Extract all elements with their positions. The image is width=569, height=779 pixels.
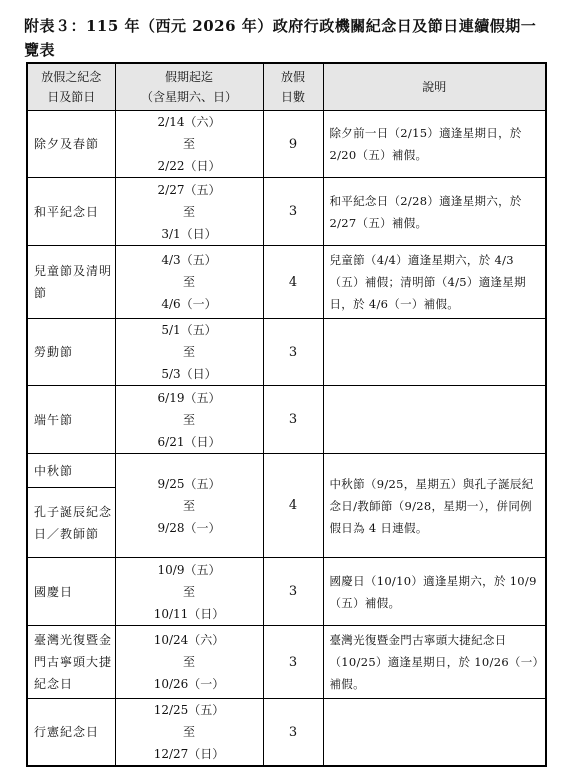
- period-connector: 至: [182, 655, 195, 669]
- holiday-name-secondary: 孔子誕辰紀念日／教師節: [27, 488, 115, 558]
- holiday-period: 9/25（五） 至 9/28（一）: [115, 454, 263, 558]
- period-connector: 至: [182, 137, 195, 151]
- period-connector: 至: [182, 345, 195, 359]
- header-note: 說明: [323, 63, 546, 111]
- table-row: [27, 178, 546, 246]
- holiday-note: 中秋節（9/25，星期五）與孔子誕辰紀念日/教師節（9/28，星期一），併同例假日為 4 日連假。: [323, 454, 546, 558]
- table-row: [27, 626, 546, 699]
- holiday-days: 3: [263, 699, 323, 767]
- header-name: 放假之紀念 日及節日: [27, 63, 115, 111]
- table-row: [27, 319, 546, 386]
- holiday-days: 3: [263, 558, 323, 626]
- holiday-note: [323, 386, 546, 454]
- period-connector: 至: [182, 412, 195, 427]
- holiday-days: 4: [263, 454, 323, 558]
- period-connector: 至: [182, 725, 195, 739]
- holiday-period: 2/27（五） 至 3/1（日）: [115, 178, 263, 246]
- table-header-row: [27, 63, 546, 111]
- holiday-days: 3: [263, 178, 323, 246]
- holiday-period: 5/1（五） 至 5/3（日）: [115, 319, 263, 386]
- holiday-days: 4: [263, 246, 323, 319]
- period-connector: 至: [182, 498, 195, 513]
- table-row: [27, 699, 546, 767]
- holiday-days: 3: [263, 626, 323, 699]
- table-row: [27, 111, 546, 178]
- holiday-name: 和平紀念日: [27, 178, 115, 246]
- holiday-name: 除夕及春節: [27, 111, 115, 178]
- holiday-table: [26, 62, 547, 767]
- table-row: [27, 386, 546, 454]
- holiday-period: 4/3（五） 至 4/6（一）: [115, 246, 263, 319]
- holiday-name: 行憲紀念日: [27, 699, 115, 767]
- holiday-note: 國慶日（10/10）適逢星期六，於 10/9（五）補假。: [323, 558, 546, 626]
- holiday-note: 和平紀念日（2/28）適逢星期六，於 2/27（五）補假。: [323, 178, 546, 246]
- period-connector: 至: [182, 584, 195, 599]
- header-period: 假期起迄 （含星期六、日）: [115, 63, 263, 111]
- holiday-period: 12/25（五） 至 12/27（日）: [115, 699, 263, 767]
- table-row: [27, 558, 546, 626]
- holiday-note: [323, 319, 546, 386]
- holiday-note: [323, 699, 546, 767]
- period-connector: 至: [182, 275, 195, 289]
- holiday-name: 勞動節: [27, 319, 115, 386]
- holiday-name: 臺灣光復暨金門古寧頭大捷紀念日: [27, 626, 115, 699]
- holiday-note: 臺灣光復暨金門古寧頭大捷紀念日（10/25）適逢星期日，於 10/26（一）補假。: [323, 626, 546, 699]
- holiday-period: 10/24（六） 至 10/26（一）: [115, 626, 263, 699]
- holiday-note: 兒童節（4/4）適逢星期六，於 4/3（五）補假；清明節（4/5）適逢星期日，於 4/6（一）補假。: [323, 246, 546, 319]
- holiday-note: 除夕前一日（2/15）適逢星期日，於 2/20（五）補假。: [323, 111, 546, 178]
- holiday-period: 2/14（六） 至 2/22（日）: [115, 111, 263, 178]
- holiday-period: 6/19（五） 至 6/21（日）: [115, 386, 263, 454]
- holiday-days: 9: [263, 111, 323, 178]
- holiday-days: 3: [263, 386, 323, 454]
- holiday-name: 端午節: [27, 386, 115, 454]
- period-connector: 至: [182, 204, 195, 219]
- holiday-period: 10/9（五） 至 10/11（日）: [115, 558, 263, 626]
- table-row: [27, 454, 546, 488]
- holiday-days: 3: [263, 319, 323, 386]
- holiday-name: 中秋節: [27, 454, 115, 488]
- holiday-name: 國慶日: [27, 558, 115, 626]
- table-row: [27, 246, 546, 319]
- holiday-name: 兒童節及清明節: [27, 246, 115, 319]
- header-days: 放假 日數: [263, 63, 323, 111]
- document-title: 附表３：115 年（西元 2026 年）政府行政機關紀念日及節日連續假期一覽表: [24, 17, 537, 59]
